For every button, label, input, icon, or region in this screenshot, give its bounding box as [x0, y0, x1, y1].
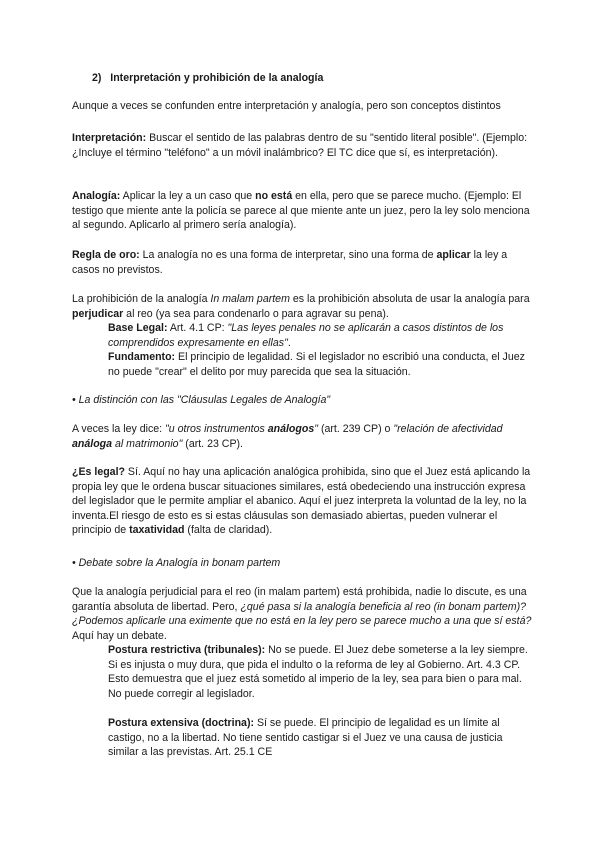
clausulas-paragraph	[72, 422, 534, 451]
restrictiva-text: No se puede. El Juez debe someterse a la ley siempre. Si es injusta o muy dura, que pida el indulto o la reforma de ley al Gobierno. Art. 4.3 CP. Esto demuestra que el juez está sometido al imperio de la ley, sea para bien o para mal. No puede corregir al legislador.	[108, 644, 528, 700]
legal-bold: taxatividad	[129, 524, 185, 536]
prohibicion-text-2: es la prohibición absoluta de usar la analogía para	[289, 293, 530, 305]
regla-paragraph	[72, 248, 534, 277]
fundamento-text: El principio de legalidad. Si el legislador no escribió una conducta, el Juez no puede "crear" el delito por muy parecida que sea la situación.	[108, 351, 525, 378]
restrictiva-label: Postura restrictiva (tribunales):	[108, 644, 266, 656]
regla-text-1: La analogía no es una forma de interpretar, sino una forma de	[139, 249, 437, 261]
legal-label: ¿Es legal?	[72, 466, 125, 478]
clausulas-text-1: A veces la ley dice:	[72, 423, 166, 435]
legal-paragraph	[72, 465, 534, 538]
analogia-bold: no está	[255, 190, 293, 202]
interpretacion-paragraph	[72, 131, 534, 160]
restrictiva-paragraph	[108, 643, 534, 701]
intro-paragraph: Aunque a veces se confunden entre interpretación y analogía, pero son conceptos distintos	[72, 100, 501, 112]
debate-bullet: • Debate sobre la Analogía in bonam partem	[72, 557, 281, 569]
prohibicion-text-1: La prohibición de la analogía	[72, 293, 211, 305]
regla-label: Regla de oro:	[72, 249, 140, 261]
regla-bold: aplicar	[436, 249, 471, 261]
base-legal-end: .	[287, 336, 291, 349]
extensiva-paragraph	[108, 716, 534, 760]
base-legal-quote: "Las leyes penales no se aplicarán a casos distintos de los comprendidos expresamente en ellas"	[108, 322, 504, 349]
base-legal-label: Base Legal:	[108, 322, 168, 334]
clausulas-quote-1a: "u otros instrumentos	[165, 423, 268, 435]
clausulas-text-2: (art. 239 CP) o	[318, 423, 394, 435]
section-heading	[92, 71, 554, 86]
extensiva-label: Postura extensiva (doctrina):	[108, 717, 254, 729]
fundamento-paragraph	[108, 350, 534, 379]
clausulas-text-3: (art. 23 CP).	[182, 437, 243, 450]
clausulas-quote-2b: análoga	[72, 437, 113, 450]
analogia-text-1: Aplicar la ley a un caso que	[120, 190, 256, 202]
clausulas-quote-1b: análogos	[267, 423, 315, 435]
fundamento-label: Fundamento:	[108, 351, 176, 363]
prohibicion-italic: In malam partem	[210, 293, 290, 305]
base-legal-text: Art. 4.1 CP:	[167, 322, 228, 334]
clausulas-quote-2c: al matrimonio"	[112, 437, 183, 450]
debate-text-2: Aquí hay un debate.	[72, 629, 167, 642]
base-legal-paragraph	[108, 321, 534, 350]
analogia-label: Analogía:	[72, 190, 121, 202]
prohibicion-bold: perjudicar	[72, 307, 124, 320]
debate-italic: ¿qué pasa si la analogía beneficia al reo (in bonam partem)? ¿Podemos aplicarle una eximente que no está en la ley pero se parece mucho a una que sí está?	[72, 600, 532, 627]
clausulas-quote-1c: "	[314, 423, 319, 435]
regla-text-2: la ley a casos no previstos.	[72, 249, 508, 276]
prohibicion-paragraph	[72, 292, 534, 321]
prohibicion-text-3: al reo (ya sea para condenarlo o para agravar su pena).	[123, 307, 389, 320]
interpretacion-label: Interpretación:	[72, 132, 147, 144]
clausulas-quote-2a: "relación de afectividad	[393, 423, 503, 435]
debate-paragraph	[72, 585, 534, 643]
interpretacion-text: Buscar el sentido de las palabras dentro de su "sentido literal posible". (Ejemplo: ¿Incluye el término "teléfono" a un móvil inalámbrico? El TC dice que sí, es interpretación).	[72, 132, 528, 159]
section-number: 2)	[92, 72, 102, 84]
debate-text-1: Que la analogía perjudicial para el reo (in malam partem) está prohibida, nadie lo discute, es una garantía absoluta de libertad. Pero,	[72, 586, 527, 613]
analogia-paragraph	[72, 189, 534, 233]
extensiva-text: Sí se puede. El principio de legalidad es un límite al castigo, no a la libertad. No tiene sentido castigar si el Juez ve una causa de justicia similar a las previstas. Art. 25.1 CE	[108, 717, 503, 758]
clausulas-bullet: • La distinción con las "Cláusulas Legales de Analogía"	[72, 394, 331, 406]
legal-text-1: Sí. Aquí no hay una aplicación analógica prohibida, sino que el Juez está aplicando la propia ley que le ordena buscar situaciones similares, está obedeciendo una instrucción expresa del legislador que le permite ampliar el abanico. Aquí el juez interpreta la voluntad de la ley, no la inventa.El riesgo de esto es si estas cláusulas son demasiado abiertas, pueden vulnerar el principio de	[72, 466, 531, 536]
analogia-text-2: en ella, pero que se parece mucho. (Ejemplo: El testigo que miente ante la policía se parece al que miente ante un juez, pero la ley solo menciona al segundo. Aplicarlo al primero sería analogía).	[72, 190, 530, 231]
legal-text-2: (falta de claridad).	[184, 524, 273, 536]
section-title: Interpretación y prohibición de la analogía	[110, 72, 324, 84]
